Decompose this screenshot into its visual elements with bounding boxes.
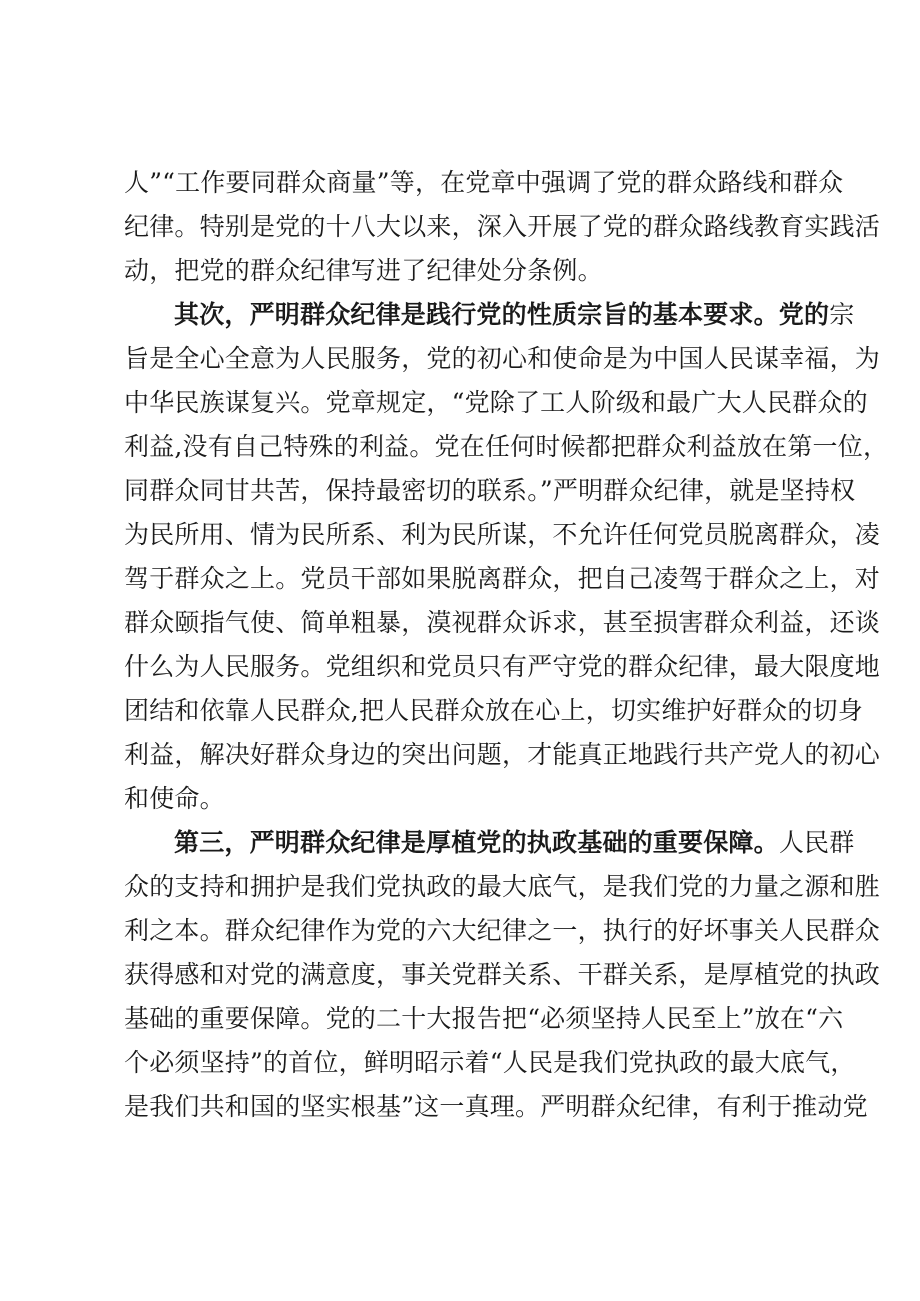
body-line: 获得感和对党的满意度，事关党群关系、干群关系，是厚植党的执政 [124, 960, 881, 989]
body-line: 利益,没有自己特殊的利益。党在任何时候都把群众利益放在第一位， [124, 432, 889, 461]
body-line: 利益，解决好群众身边的突出问题，才能真正地践行共产党人的初心 [124, 740, 881, 769]
body-line: 群众颐指气使、简单粗暴，漠视群众诉求，甚至损害群众利益，还谈 [124, 608, 881, 637]
body-line: 团结和依靠人民群众,把人民群众放在心上，切实维护好群众的切身 [124, 696, 863, 725]
paragraph-heading: 其次，严明群众纪律是践行党的性质宗旨的基本要求。党的 [174, 300, 830, 329]
body-line: 利之本。群众纪律作为党的六大纪律之一，执行的好坏事关人民群众 [124, 916, 881, 945]
body-line: 和使命。 [124, 784, 225, 813]
paragraph-heading: 第三，严明群众纪律是厚植党的执政基础的重要保障。 [174, 828, 779, 857]
body-line: 什么为人民服务。党组织和党员只有严守党的群众纪律，最大限度地 [124, 652, 881, 681]
body-line: 个必须坚持”的首位，鲜明昭示着“人民是我们党执政的最大底气， [124, 1048, 856, 1077]
body-line: 基础的重要保障。党的二十大报告把“必须坚持人民至上”放在“六 [124, 1004, 844, 1033]
body-line: 驾于群众之上。党员干部如果脱离群众，把自己凌驾于群众之上，对 [124, 564, 881, 593]
body-line: 中华民族谋复兴。党章规定，“党除了工人阶级和最广大人民群众的 [124, 388, 868, 417]
paragraph-heading-line: 其次，严明群众纪律是践行党的性质宗旨的基本要求。党的宗 [174, 300, 855, 329]
body-line: 旨是全心全意为人民服务，党的初心和使命是为中国人民谋幸福，为 [124, 344, 881, 373]
body-line: 纪律。特别是党的十八大以来，深入开展了党的群众路线教育实践活 [124, 212, 881, 241]
body-line: 同群众同甘共苦，保持最密切的联系。”严明群众纪律，就是坚持权 [124, 476, 856, 505]
body-line: 为民所用、情为民所系、利为民所谋，不允许任何党员脱离群众，凌 [124, 520, 881, 549]
body-line: 动，把党的群众纪律写进了纪律处分条例。 [124, 256, 603, 285]
body-line: 众的支持和拥护是我们党执政的最大底气，是我们党的力量之源和胜 [124, 872, 881, 901]
body-line: 人”“工作要同群众商量”等，在党章中强调了党的群众路线和群众 [124, 168, 844, 197]
paragraph-heading-line: 第三，严明群众纪律是厚植党的执政基础的重要保障。人民群 [174, 828, 855, 857]
body-line: 是我们共和国的坚实根基”这一真理。严明群众纪律，有利于推动党 [124, 1092, 868, 1121]
